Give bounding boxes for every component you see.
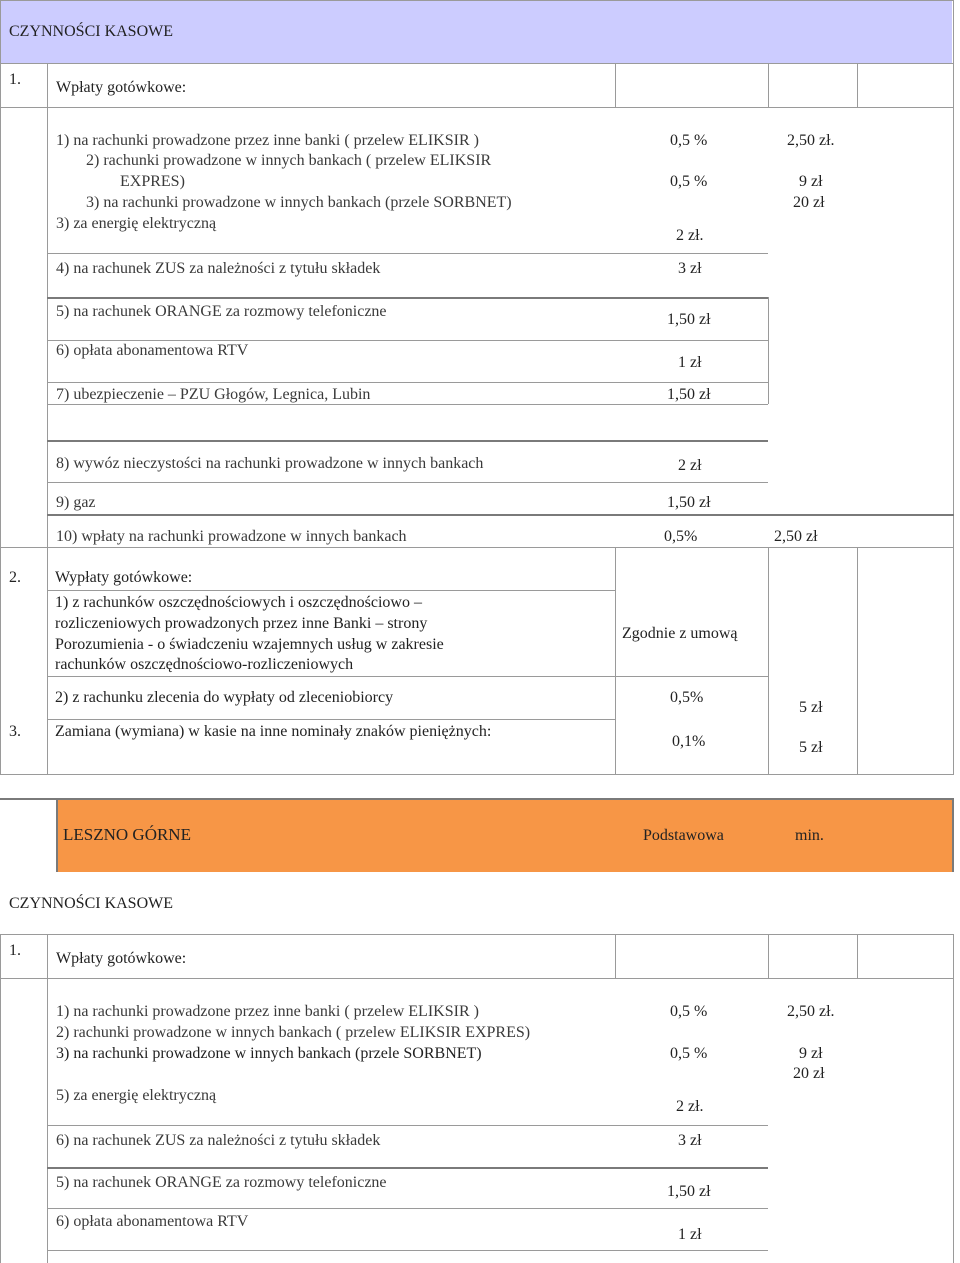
grid-line xyxy=(47,590,615,591)
grid-line xyxy=(47,482,768,483)
grid-line xyxy=(768,547,769,775)
deposit-rate: 2 zł. xyxy=(676,227,704,244)
deposit-rate: 2 zł. xyxy=(676,1098,704,1115)
grid-line xyxy=(768,934,769,978)
exchange-rate: 0,1% xyxy=(672,733,706,750)
deposit-min: 9 zł xyxy=(799,1045,823,1062)
deposit-rate: 0,5 % xyxy=(670,1045,708,1062)
deposit-rate: 1,50 zł xyxy=(667,494,711,511)
exchange-number: 3. xyxy=(9,723,21,740)
withdrawal-item-line: 1) z rachunków oszczędnościowych i oszczędnościowo – xyxy=(55,594,422,611)
grid-line xyxy=(768,297,769,404)
deposit-item: 7) ubezpieczenie – PZU Głogów, Legnica, Lubin xyxy=(56,386,371,403)
deposit-item: 10) wpłaty na rachunki prowadzone w innych bankach xyxy=(56,528,407,545)
grid-line xyxy=(615,547,616,775)
grid-line xyxy=(47,340,768,341)
deposit-item: 6) na rachunek ZUS za należności z tytułu składek xyxy=(56,1132,381,1149)
deposit-rate: 1,50 zł xyxy=(667,386,711,403)
grid-line xyxy=(47,63,48,775)
deposit-item: 5) na rachunek ORANGE za rozmowy telefoniczne xyxy=(56,1174,387,1191)
location-name: LESZNO GÓRNE xyxy=(63,825,191,844)
grid-line xyxy=(0,934,1,1263)
grid-line xyxy=(615,934,616,978)
grid-line xyxy=(0,0,1,775)
grid-line xyxy=(953,0,954,775)
deposit-rate: 1 zł xyxy=(678,1226,702,1243)
grid-line xyxy=(0,978,954,979)
deposit-item: 8) wywóz nieczystości na rachunki prowadzone w innych bankach xyxy=(56,455,484,472)
withdrawal-item-line: rozliczeniowych prowadzonych przez inne Banki – strony xyxy=(55,615,428,632)
grid-line xyxy=(857,934,858,978)
deposits-title: Wpłaty gotówkowe: xyxy=(56,950,187,967)
grid-line xyxy=(768,63,769,107)
grid-line xyxy=(47,253,768,254)
grid-line xyxy=(47,1167,768,1169)
deposit-rate: 3 zł xyxy=(678,1132,702,1149)
grid-line xyxy=(47,1208,768,1209)
grid-line xyxy=(952,798,954,872)
withdrawals-title: Wypłaty gotówkowe: xyxy=(55,569,193,586)
deposit-item: 3) na rachunki prowadzone w innych bankach (przele SORBNET) xyxy=(56,1045,482,1062)
deposit-item: 1) na rachunki prowadzone przez inne banki ( przelew ELIKSIR ) xyxy=(56,132,479,149)
deposit-item: 2) rachunki prowadzone w innych bankach ( przelew ELIKSIR xyxy=(86,152,492,169)
deposit-rate: 0,5 % xyxy=(670,132,708,149)
withdrawal-rate: 0,5% xyxy=(670,689,704,706)
withdrawals-number: 2. xyxy=(9,569,21,586)
deposit-rate: 1 zł xyxy=(678,354,702,371)
deposit-rate: 1,50 zł xyxy=(667,311,711,328)
deposit-item: 5) za energię elektryczną xyxy=(56,1087,217,1104)
section-title: CZYNNOŚCI KASOWE xyxy=(9,23,173,40)
grid-line xyxy=(56,798,58,872)
deposits-title: Wpłaty gotówkowe: xyxy=(56,79,187,96)
grid-line xyxy=(47,1125,768,1126)
deposit-item: 6) opłata abonamentowa RTV xyxy=(56,1213,249,1230)
withdrawal-item-line: Porozumienia - o świadczeniu wzajemnych usług w zakresie xyxy=(55,636,444,653)
grid-line xyxy=(47,719,615,720)
deposit-item: 3) na rachunki prowadzone w innych bankach (przele SORBNET) xyxy=(86,194,512,211)
deposit-rate: 0,5% xyxy=(664,528,698,545)
deposit-min: 2,50 zł. xyxy=(787,1003,835,1020)
grid-line xyxy=(0,798,954,800)
deposits-number: 1. xyxy=(9,942,21,959)
withdrawal-item-line: rachunków oszczędnościowo-rozliczeniowych xyxy=(55,656,354,673)
deposit-rate: 1,50 zł xyxy=(667,1183,711,1200)
grid-line xyxy=(47,1250,768,1251)
grid-line xyxy=(953,934,954,1263)
deposit-item: 6) opłata abonamentowa RTV xyxy=(56,342,249,359)
withdrawal-item: 2) z rachunku zlecenia do wypłaty od zleceniobiorcy xyxy=(55,689,394,706)
deposit-min: 20 zł xyxy=(793,194,825,211)
location-col-min: min. xyxy=(795,827,824,844)
grid-line xyxy=(0,0,954,1)
grid-line xyxy=(0,774,954,775)
grid-line xyxy=(47,934,48,1263)
grid-line xyxy=(0,934,954,935)
exchange-title: Zamiana (wymiana) w kasie na inne nominały znaków pieniężnych: xyxy=(55,723,492,740)
exchange-min: 5 zł xyxy=(799,739,823,756)
deposit-min: 9 zł xyxy=(799,173,823,190)
deposit-item: 2) rachunki prowadzone w innych bankach ( przelew ELIKSIR EXPRES) xyxy=(56,1024,531,1041)
deposit-min: 2,50 zł. xyxy=(787,132,835,149)
deposit-item: 9) gaz xyxy=(56,494,96,511)
location-col-basic: Podstawowa xyxy=(643,827,724,844)
grid-line xyxy=(0,63,954,64)
deposit-rate: 0,5 % xyxy=(670,173,708,190)
deposit-rate: 0,5 % xyxy=(670,1003,708,1020)
grid-line xyxy=(47,514,954,516)
deposit-rate: 2 zł xyxy=(678,457,702,474)
withdrawal-min: 5 zł xyxy=(799,699,823,716)
grid-line xyxy=(615,63,616,107)
grid-line xyxy=(47,297,768,299)
grid-line xyxy=(47,382,768,383)
deposit-item: 1) na rachunki prowadzone przez inne banki ( przelew ELIKSIR ) xyxy=(56,1003,479,1020)
deposits-number: 1. xyxy=(9,71,21,88)
deposit-item: 3) za energię elektryczną xyxy=(56,215,217,232)
deposit-rate: 3 zł xyxy=(678,260,702,277)
section-title: CZYNNOŚCI KASOWE xyxy=(9,895,173,912)
deposit-min: 2,50 zł xyxy=(774,528,818,545)
grid-line xyxy=(47,440,768,442)
grid-line xyxy=(0,547,954,548)
deposit-item: 5) na rachunek ORANGE za rozmowy telefoniczne xyxy=(56,303,387,320)
grid-line xyxy=(47,404,768,405)
deposit-item: EXPRES) xyxy=(120,173,185,190)
grid-line xyxy=(857,63,858,107)
grid-line xyxy=(47,676,768,677)
grid-line xyxy=(857,547,858,775)
grid-line xyxy=(0,107,954,108)
deposit-min: 20 zł xyxy=(793,1065,825,1082)
withdrawal-rate: Zgodnie z umową xyxy=(622,625,738,642)
deposit-item: 4) na rachunek ZUS za należności z tytułu składek xyxy=(56,260,381,277)
